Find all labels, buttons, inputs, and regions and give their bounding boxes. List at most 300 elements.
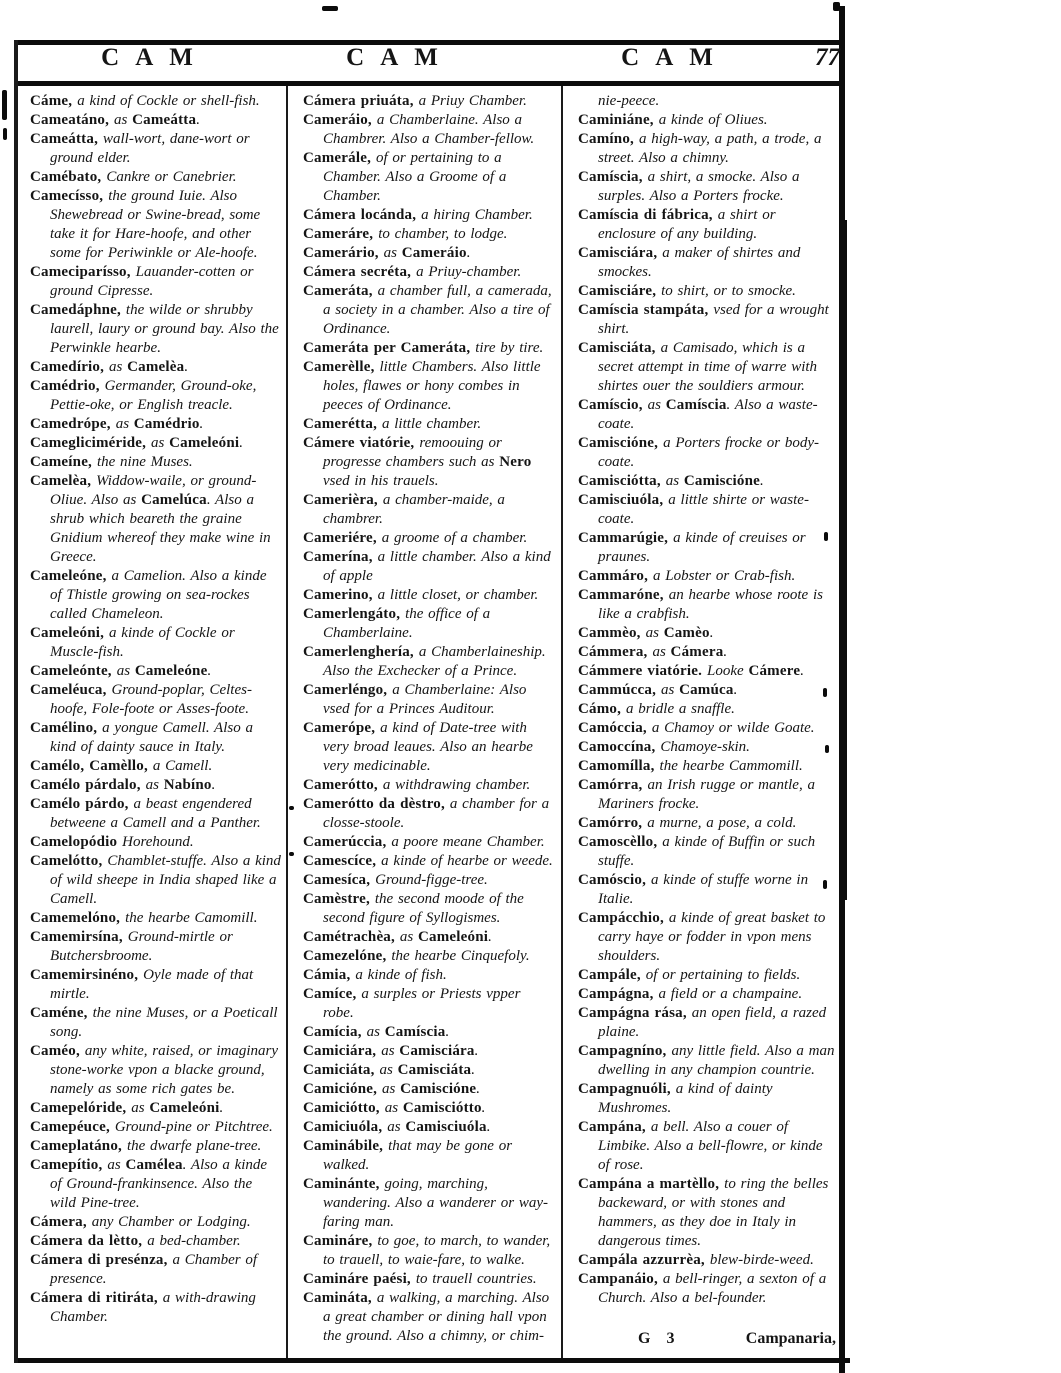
- dictionary-entry: [303, 928, 555, 947]
- dictionary-entry: [303, 434, 555, 491]
- entry-definition: Looke Cámere.: [707, 663, 804, 679]
- dictionary-entry: [30, 909, 282, 928]
- dictionary-entry: [303, 1042, 555, 1061]
- entry-definition: a kinde of creuises or praunes.: [598, 530, 806, 565]
- entry-headword: Cámera priuáta,: [303, 93, 419, 109]
- signature-mark: G 3: [638, 1330, 681, 1347]
- entry-definition: a shirt or enclosure of any building.: [598, 207, 776, 242]
- dictionary-entry: [30, 624, 282, 662]
- dictionary-entry: [303, 776, 555, 795]
- entry-headword: Cameráta per Cameráta,: [303, 340, 476, 356]
- entry-headword: Camiscióne,: [578, 435, 664, 451]
- dictionary-entry: [30, 567, 282, 624]
- column-1: [30, 92, 282, 1327]
- entry-headword: Campagnuóli,: [578, 1081, 676, 1097]
- entry-headword: Camelèa,: [30, 473, 97, 489]
- entry-definition: as Cámera.: [652, 644, 728, 660]
- dictionary-entry: [303, 947, 555, 966]
- entry-definition: as Camíscia.: [366, 1024, 450, 1040]
- entry-definition: a chamber for a closse-stoole.: [323, 796, 550, 831]
- entry-definition: Oyle made of that mirtle.: [50, 967, 254, 1002]
- dictionary-entry: [30, 377, 282, 415]
- entry-headword: Cameráre,: [303, 226, 379, 242]
- dictionary-entry: [30, 662, 282, 681]
- dictionary-entry: [303, 586, 555, 605]
- entry-headword: Camerièra,: [303, 492, 383, 508]
- entry-headword: Cámo,: [578, 701, 627, 717]
- dictionary-entry: [30, 1004, 282, 1042]
- entry-definition: as Cameleóni.: [399, 929, 492, 945]
- entry-definition: a little shirte or waste-coate.: [598, 492, 809, 527]
- dictionary-entry: [578, 472, 836, 491]
- scan-artifact: [833, 2, 840, 11]
- dictionary-entry: [30, 301, 282, 358]
- dictionary-entry: [30, 1213, 282, 1232]
- dictionary-entry: [303, 795, 555, 833]
- scan-artifact: [289, 806, 294, 810]
- entry-headword: Campácchio,: [578, 910, 669, 926]
- entry-definition: the nine Muses.: [96, 454, 193, 470]
- entry-headword: Caminánte,: [303, 1176, 385, 1192]
- entry-headword: Camepelóride,: [30, 1100, 132, 1116]
- entry-definition: as Camelèa.: [109, 359, 189, 375]
- dictionary-entry: [578, 282, 836, 301]
- entry-definition: a Lobster or Crab-fish.: [653, 568, 796, 584]
- entry-definition: Cankre or Canebrier.: [106, 169, 237, 185]
- entry-headword: Cameleóni,: [30, 625, 110, 641]
- entry-headword: Camóccia,: [578, 720, 652, 736]
- dictionary-entry: [303, 985, 555, 1023]
- dictionary-entry: [578, 966, 836, 985]
- entry-headword: Cámera locánda,: [303, 207, 422, 223]
- entry-headword: Camemirsinéno,: [30, 967, 144, 983]
- dictionary-entry: [303, 852, 555, 871]
- entry-definition: a kind of Cockle or shell-fish.: [77, 93, 260, 109]
- dictionary-entry: [578, 206, 836, 244]
- dictionary-entry: [303, 1080, 555, 1099]
- entry-headword: Camegliciméride,: [30, 435, 152, 451]
- dictionary-entry: [578, 833, 836, 871]
- entry-headword: Camélo, Camèllo,: [30, 758, 153, 774]
- entry-definition: a little chamber.: [382, 416, 482, 432]
- entry-headword: Camisciára,: [578, 245, 663, 261]
- entry-headword: Camomílla,: [578, 758, 660, 774]
- entry-headword: Camétrachèa,: [303, 929, 400, 945]
- dictionary-entry: [303, 719, 555, 776]
- dictionary-entry: [578, 1251, 836, 1270]
- entry-headword: Campagníno,: [578, 1043, 672, 1059]
- entry-headword: Cámmera,: [578, 644, 653, 660]
- entry-definition: a bell. Also a couer of Limbike. Also a bell-flowre, or kinde of rose.: [598, 1119, 823, 1173]
- entry-headword: Camisciáre,: [578, 283, 662, 299]
- dictionary-entry: [303, 415, 555, 434]
- dictionary-entry: [578, 111, 836, 130]
- entry-headword: Camerlenghería,: [303, 644, 419, 660]
- entry-definition: as Camúca.: [660, 682, 738, 698]
- entry-definition: as Camisciótto.: [384, 1100, 486, 1116]
- entry-definition: a Porters frocke or body-coate.: [598, 435, 819, 470]
- entry-headword: Camisciótta,: [578, 473, 666, 489]
- entry-headword: Camelopódio: [30, 834, 123, 850]
- dictionary-entry: [30, 1118, 282, 1137]
- entry-headword: Camèstre,: [303, 891, 375, 907]
- dictionary-entry: [578, 301, 836, 339]
- entry-definition: to chamber, to lodge.: [378, 226, 508, 242]
- entry-definition: as Camélea. Also a kinde of Ground-frankinsence. Also the wild Pine-tree.: [50, 1157, 268, 1211]
- entry-definition: blew-birde-weed.: [709, 1252, 814, 1268]
- dictionary-entry: [30, 92, 282, 111]
- dictionary-entry: [30, 358, 282, 377]
- entry-headword: Camerlengáto,: [303, 606, 406, 622]
- dictionary-entry: [30, 1137, 282, 1156]
- entry-definition: any white, raised, or imaginary stone-worke vpon a blacke ground, namely as some rich gates be.: [50, 1043, 279, 1097]
- entry-definition: a kinde of great basket to carry haye or fodder in vpon mens shoulders.: [598, 910, 826, 964]
- entry-headword: Cameléuca,: [30, 682, 112, 698]
- entry-definition: an open field, a razed plaine.: [598, 1005, 827, 1040]
- entry-definition: that may be gone or walked.: [323, 1138, 513, 1173]
- entry-headword: Cameatáno,: [30, 112, 115, 128]
- entry-definition: a hiring Chamber.: [421, 207, 533, 223]
- dictionary-entry: [30, 966, 282, 1004]
- entry-definition: as Cameleóne.: [116, 663, 212, 679]
- dictionary-entry: [578, 662, 836, 681]
- entry-headword: Camoccína,: [578, 739, 661, 755]
- dictionary-entry: [578, 168, 836, 206]
- dictionary-entry: [30, 1042, 282, 1099]
- dictionary-entry: [578, 1270, 836, 1308]
- entry-definition: a Camell.: [152, 758, 213, 774]
- dictionary-entry: [303, 643, 555, 681]
- running-head-center: CAM: [346, 44, 454, 71]
- entry-headword: Camícia,: [303, 1024, 367, 1040]
- entry-headword: Camemelóno,: [30, 910, 126, 926]
- entry-definition: a Camelion. Also a kinde of Thistle growing on sea-rockes called Chameleon.: [50, 568, 267, 622]
- dictionary-entry: [30, 1099, 282, 1118]
- dictionary-entry: [578, 871, 836, 909]
- entry-definition: a murne, a pose, a cold.: [647, 815, 797, 831]
- entry-definition: Lauander-cotten or ground Cipresse.: [50, 264, 254, 299]
- entry-definition: as Camisciuóla.: [387, 1119, 491, 1135]
- entry-definition: as Cameleóni.: [131, 1100, 224, 1116]
- entry-definition: a poore meane Chamber.: [391, 834, 545, 850]
- entry-headword: Caminiáne,: [578, 112, 659, 128]
- entry-headword: Cámera da lètto,: [30, 1233, 148, 1249]
- running-head-right: CAM: [621, 44, 729, 71]
- entry-headword: Cameleónte,: [30, 663, 117, 679]
- entry-headword: Campágna,: [578, 986, 659, 1002]
- scan-artifact: [2, 90, 7, 120]
- entry-definition: as Nabíno.: [145, 777, 216, 793]
- entry-definition: as Camíscia. Also a waste-coate.: [598, 397, 818, 432]
- entry-definition: nie-peece.: [598, 93, 660, 109]
- dictionary-entry: [303, 1137, 555, 1175]
- entry-headword: Campanáio,: [578, 1271, 663, 1287]
- entry-headword: Cameriére,: [303, 530, 382, 546]
- entry-headword: Camezelóne,: [303, 948, 392, 964]
- entry-definition: wall-wort, dane-wort or ground elder.: [50, 131, 250, 166]
- entry-headword: Camedáphne,: [30, 302, 126, 318]
- entry-definition: to trauell countries.: [415, 1271, 537, 1287]
- column-2: [303, 92, 555, 1346]
- dictionary-entry: [30, 263, 282, 301]
- entry-definition: of or pertaining to fields.: [645, 967, 801, 983]
- dictionary-entry: [578, 1175, 836, 1251]
- dictionary-entry: [303, 244, 555, 263]
- dictionary-entry: [303, 548, 555, 586]
- entry-definition: any Chamber or Lodging.: [91, 1214, 251, 1230]
- dictionary-entry: [30, 415, 282, 434]
- entry-headword: Campále,: [578, 967, 646, 983]
- entry-headword: Caméo,: [30, 1043, 85, 1059]
- entry-definition: a kind of dainty Mushromes.: [598, 1081, 773, 1116]
- entry-headword: Camíscio,: [578, 397, 648, 413]
- entry-definition: a field or a champaine.: [658, 986, 803, 1002]
- scan-artifact: [322, 6, 338, 11]
- entry-definition: a little closet, or chamber.: [377, 587, 539, 603]
- entry-definition: a little chamber. Also a kind of apple: [323, 549, 551, 584]
- entry-headword: Campána,: [578, 1119, 651, 1135]
- entry-definition: the office of a Chamberlaine.: [323, 606, 491, 641]
- dictionary-entry: [303, 491, 555, 529]
- entry-headword: Camédrio,: [30, 378, 105, 394]
- entry-headword: Camerótto da dèstro,: [303, 796, 450, 812]
- entry-headword: Camélino,: [30, 720, 103, 736]
- dictionary-entry: [303, 1061, 555, 1080]
- dictionary-entry: [30, 681, 282, 719]
- page-number: 77: [815, 44, 840, 71]
- dictionary-entry: [578, 1004, 836, 1042]
- dictionary-entry: [303, 1175, 555, 1232]
- running-head-left: CAM: [101, 44, 209, 71]
- entry-definition: of or pertaining to a Chamber. Also a Groome of a Chamber.: [323, 150, 507, 204]
- entry-definition: as Cameleóni.: [151, 435, 243, 451]
- entry-definition: the hearbe Cammomill.: [659, 758, 803, 774]
- entry-headword: Cámera di presénza,: [30, 1252, 173, 1268]
- entry-headword: Camepéuce,: [30, 1119, 115, 1135]
- entry-definition: the ground Iuie. Also Shewebread or Swine-bread, some take it for Hare-hoofe, and other some for Periwinkle or Ale-hoofe.: [50, 188, 261, 261]
- dictionary-entry: [303, 833, 555, 852]
- entry-headword: Camerále,: [303, 150, 376, 166]
- dictionary-entry: [578, 244, 836, 282]
- entry-headword: Cameíne,: [30, 454, 97, 470]
- entry-headword: Campána a martèllo,: [578, 1176, 725, 1192]
- top-rule-lower: [14, 81, 844, 86]
- dictionary-entry: [303, 282, 555, 339]
- entry-headword: Camóscio,: [578, 872, 651, 888]
- dictionary-entry: [30, 719, 282, 757]
- scan-artifact: [3, 128, 7, 140]
- entry-headword: Cameplatáno,: [30, 1138, 127, 1154]
- entry-headword: Cámere viatórie,: [303, 435, 420, 451]
- dictionary-entry: [578, 92, 836, 111]
- entry-definition: a kinde of hearbe or weede.: [381, 853, 553, 869]
- dictionary-entry: [30, 1232, 282, 1251]
- entry-definition: the nine Muses, or a Poeticall song.: [50, 1005, 278, 1040]
- dictionary-entry: [578, 396, 836, 434]
- dictionary-entry: [578, 339, 836, 396]
- entry-definition: as Camisciáta.: [379, 1062, 476, 1078]
- entry-definition: a groome of a chamber.: [381, 530, 528, 546]
- entry-headword: Camiciótto,: [303, 1100, 385, 1116]
- entry-definition: to ring the belles backeward, or with stones and hammers, as they doe in Italy in dangerous times.: [598, 1176, 829, 1249]
- entry-definition: the hearbe Cinquefoly.: [391, 948, 530, 964]
- entry-definition: as Camédrio.: [115, 416, 204, 432]
- entry-definition: a maker of shirtes and smockes.: [598, 245, 801, 280]
- entry-headword: Camórra,: [578, 777, 648, 793]
- dictionary-entry: [30, 168, 282, 187]
- dictionary-entry: [30, 776, 282, 795]
- entry-definition: a Chamber of presence.: [50, 1252, 258, 1287]
- dictionary-entry: [30, 795, 282, 833]
- entry-definition: a surples or Priests vpper robe.: [323, 986, 521, 1021]
- entry-definition: Widdow-waile, or ground-Oliue. Also as Camelúca. Also a shrub which beareth the graine Gnidium whereof they make wine in Greece.: [50, 473, 271, 565]
- entry-definition: as Cameráio.: [383, 245, 471, 261]
- entry-headword: Cammáro,: [578, 568, 654, 584]
- entry-definition: the dwarfe plane-tree.: [126, 1138, 262, 1154]
- dictionary-entry: [578, 1042, 836, 1080]
- entry-definition: a Camisado, which is a secret attempt in time of warre with shirtes ouer the souldiers armour.: [598, 340, 818, 394]
- entry-definition: an hearbe whose roote is like a crabfish.: [598, 587, 823, 622]
- dictionary-entry: [303, 1099, 555, 1118]
- entry-definition: a chamber-maide, a chambrer.: [323, 492, 505, 527]
- entry-headword: Camerétta,: [303, 416, 382, 432]
- entry-headword: Camébato,: [30, 169, 107, 185]
- entry-headword: Camíno,: [578, 131, 639, 147]
- entry-definition: Chamoye-skin.: [660, 739, 750, 755]
- entry-headword: Camináre,: [303, 1233, 378, 1249]
- entry-headword: Cameciparísso,: [30, 264, 136, 280]
- entry-definition: a Chamberlaine. Also a Chambrer. Also a Chamber-fellow.: [323, 112, 535, 147]
- dictionary-entry: [30, 757, 282, 776]
- entry-headword: Cámera,: [30, 1214, 92, 1230]
- dictionary-entry: [303, 605, 555, 643]
- entry-headword: Camináta,: [303, 1290, 377, 1306]
- entry-headword: Camíscia di fábrica,: [578, 207, 718, 223]
- dictionary-entry: [303, 263, 555, 282]
- entry-headword: Camicióne,: [303, 1081, 383, 1097]
- entry-definition: any little field. Also a man dwelling in any champion countrie.: [598, 1043, 835, 1078]
- entry-definition: a bed-chamber.: [147, 1233, 241, 1249]
- entry-headword: Camerèlle,: [303, 359, 380, 375]
- column-rule-2: [561, 86, 563, 1358]
- entry-headword: Camoscèllo,: [578, 834, 663, 850]
- entry-headword: Cameleóne,: [30, 568, 112, 584]
- column-3: [578, 92, 836, 1308]
- dictionary-entry: [578, 700, 836, 719]
- dictionary-entry: [30, 453, 282, 472]
- dictionary-entry: [303, 1232, 555, 1270]
- entry-headword: Cámia,: [303, 967, 356, 983]
- entry-definition: a yongue Camell. Also a kind of dainty sauce in Italy.: [50, 720, 253, 755]
- entry-headword: Campála azzurrèa,: [578, 1252, 710, 1268]
- entry-headword: Camerário,: [303, 245, 384, 261]
- entry-definition: the wilde or shrubby laurell, laury or ground bay. Also the Perwinkle hearbe.: [50, 302, 279, 356]
- entry-headword: Camiciáta,: [303, 1062, 380, 1078]
- dictionary-entry: [303, 890, 555, 928]
- entry-headword: Camerína,: [303, 549, 378, 565]
- entry-definition: as Camiscióne.: [382, 1081, 481, 1097]
- entry-headword: Camerino,: [303, 587, 378, 603]
- dictionary-entry: [303, 339, 555, 358]
- entry-headword: Camelótto,: [30, 853, 108, 869]
- entry-definition: Ground-mirtle or Butchersbroome.: [50, 929, 233, 964]
- entry-headword: Cámera secréta,: [303, 264, 417, 280]
- dictionary-entry: [30, 187, 282, 263]
- entry-definition: Ground-figge-tree.: [375, 872, 488, 888]
- dictionary-entry: [578, 719, 836, 738]
- entry-headword: Camíscia stampáta,: [578, 302, 714, 318]
- entry-definition: Ground-pine or Pitchtree.: [114, 1119, 273, 1135]
- bottom-rule: [14, 1358, 850, 1363]
- column-rule-1: [286, 86, 288, 1358]
- entry-definition: little Chambers. Also little holes, flawes or hony combes in peeces of Ordinance.: [323, 359, 541, 413]
- entry-headword: Camerúccia,: [303, 834, 392, 850]
- entry-headword: Cámmere viatórie.: [578, 663, 708, 679]
- entry-headword: Cameráio,: [303, 112, 377, 128]
- entry-definition: an Irish rugge or mantle, a Mariners frocke.: [598, 777, 815, 812]
- dictionary-entry: [578, 624, 836, 643]
- dictionary-entry: [578, 757, 836, 776]
- entry-headword: Cámera di ritiráta,: [30, 1290, 163, 1306]
- dictionary-entry: [303, 871, 555, 890]
- dictionary-entry: [578, 130, 836, 168]
- entry-definition: as Camisciára.: [381, 1043, 479, 1059]
- entry-definition: Ground-poplar, Celtes-hoofe, Fole-foote or Asses-foote.: [50, 682, 252, 717]
- dictionary-entry: [578, 909, 836, 966]
- dictionary-entry: [578, 738, 836, 757]
- entry-headword: Camerótto,: [303, 777, 383, 793]
- entry-headword: Campágna rása,: [578, 1005, 692, 1021]
- dictionary-entry: [578, 434, 836, 472]
- entry-definition: a Priuy-chamber.: [416, 264, 522, 280]
- dictionary-entry: [30, 1289, 282, 1327]
- entry-headword: Camedrópe,: [30, 416, 116, 432]
- entry-headword: Camerléngo,: [303, 682, 393, 698]
- dictionary-entry: [303, 1023, 555, 1042]
- dictionary-entry: [303, 1270, 555, 1289]
- dictionary-entry: [30, 111, 282, 130]
- entry-definition: a kinde of Buffin or such stuffe.: [598, 834, 816, 869]
- entry-headword: Camepítio,: [30, 1157, 108, 1173]
- dictionary-entry: [30, 472, 282, 567]
- dictionary-entry: [30, 833, 282, 852]
- entry-definition: the second moode of the second figure of Syllogismes.: [323, 891, 524, 926]
- dictionary-entry: [303, 529, 555, 548]
- entry-definition: as Camiscióne.: [665, 473, 764, 489]
- dictionary-entry: [30, 852, 282, 909]
- entry-headword: Camórro,: [578, 815, 648, 831]
- entry-definition: a Priuy Chamber.: [418, 93, 527, 109]
- entry-headword: Cammúcca,: [578, 682, 661, 698]
- entry-headword: Caminábile,: [303, 1138, 389, 1154]
- entry-headword: Cameráta,: [303, 283, 378, 299]
- entry-definition: a kinde of fish.: [355, 967, 447, 983]
- dictionary-entry: [303, 206, 555, 225]
- entry-definition: vsed for a wrought shirt.: [598, 302, 829, 337]
- entry-definition: a with-drawing Chamber.: [50, 1290, 256, 1325]
- dictionary-entry: [578, 491, 836, 529]
- entry-definition: a high-way, a path, a trode, a street. Also a chimny.: [598, 131, 822, 166]
- dictionary-entry: [578, 643, 836, 662]
- dictionary-entry: [578, 681, 836, 700]
- entry-headword: Camedírio,: [30, 359, 110, 375]
- scan-artifact: [289, 852, 294, 856]
- dictionary-entry: [578, 776, 836, 814]
- dictionary-entry: [578, 586, 836, 624]
- entry-definition: Germander, Ground-oke, Pettie-oke, or English treacle.: [50, 378, 257, 413]
- entry-headword: Camélo párdalo,: [30, 777, 146, 793]
- dictionary-entry: [303, 1289, 555, 1346]
